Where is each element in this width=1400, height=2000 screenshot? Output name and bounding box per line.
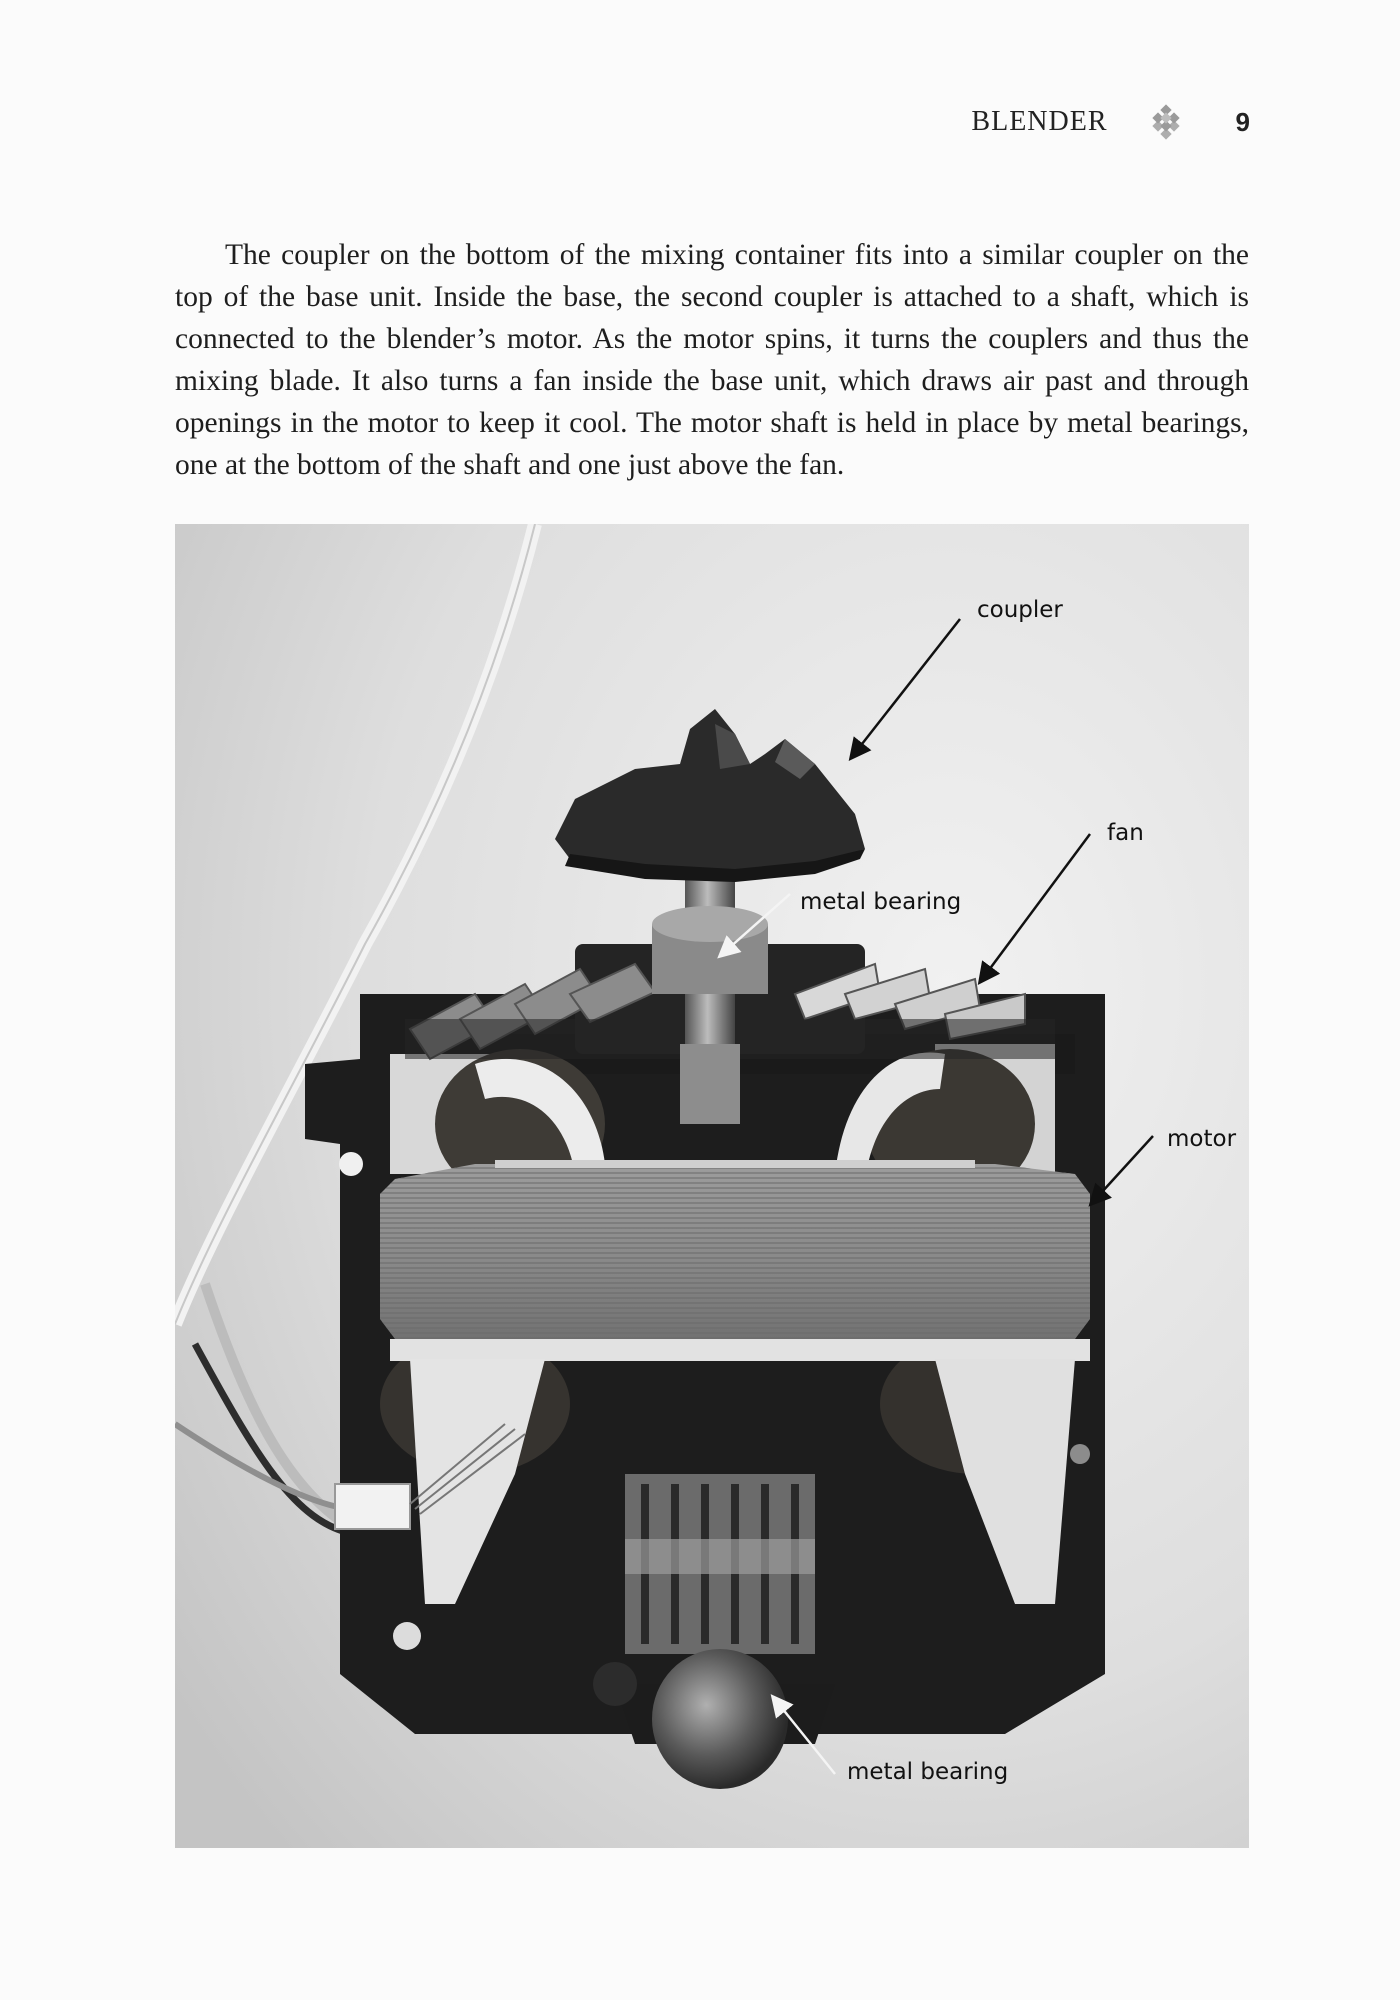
- running-title: BLENDER: [971, 106, 1108, 137]
- running-head: [971, 104, 1250, 140]
- motor-photo-illustration: [175, 524, 1249, 1848]
- label-metal-bearing-top: metal bearing: [800, 889, 962, 915]
- body-paragraph: The coupler on the bottom of the mixing container fits into a similar coupler on the top of the base unit. Inside the base, the second coupler is attached to a shaft, which is connected to the blender’s motor. As the motor spins, it turns the couplers and thus the mixing blade. It also turns a fan inside the base unit, which draws air past and through openings in the motor to keep it cool. The motor shaft is held in place by metal bearings, one at the bottom of the shaft and one just above the fan.: [175, 239, 1249, 481]
- label-fan: fan: [1107, 820, 1144, 846]
- label-motor: motor: [1167, 1126, 1237, 1152]
- motor-photo-figure: [175, 524, 1249, 1848]
- diamond-ornament-icon: [1148, 104, 1184, 140]
- label-metal-bearing-bottom: metal bearing: [847, 1759, 1009, 1785]
- page-number: 9: [1235, 106, 1250, 137]
- label-coupler: coupler: [977, 597, 1063, 623]
